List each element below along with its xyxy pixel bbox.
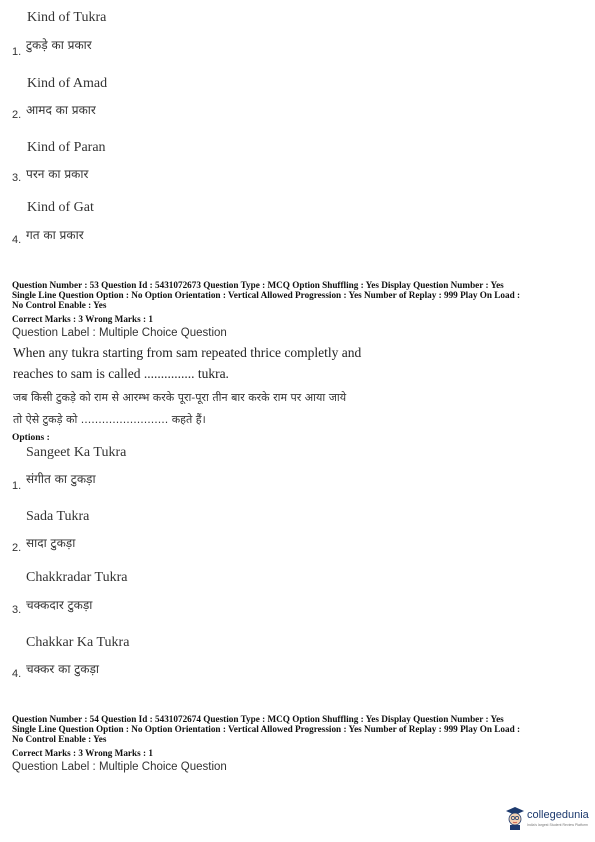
q53-option-2-english: Sada Tukra (26, 509, 90, 524)
prev-option-1-number: 1. (12, 46, 22, 58)
q53-option-3-hindi: चक्कदार टुकड़ा (26, 598, 93, 612)
q53-meta-line-2: Single Line Question Option : No Option Orientation : Vertical Allowed Progression : Yes Number of Replay : 999 Play On Load : (12, 290, 521, 300)
collegedunia-logo (505, 806, 591, 830)
prev-option-2-english: Kind of Amad (27, 76, 108, 91)
logo-tagline: India's largest Student Review Platform (527, 823, 588, 827)
prev-option-3-hindi: परन का प्रकार (26, 167, 89, 181)
q53-option-3-english: Chakkradar Tukra (26, 570, 128, 585)
q54-marks: Correct Marks : 3 Wrong Marks : 1 (12, 748, 153, 758)
q53-question-text-hindi-1: जब किसी टुकड़े को राम से आरम्भ करके पूरा-पूरा तीन बार करके राम पर आया जाये (13, 391, 347, 404)
q53-option-1-english: Sangeet Ka Tukra (26, 445, 127, 460)
q54-meta-line-3: No Control Enable : Yes (12, 734, 107, 744)
q54-question-label: Question Label : Multiple Choice Question (12, 761, 227, 773)
student-mascot-icon (505, 806, 525, 830)
q53-option-1-hindi: संगीत का टुकड़ा (26, 472, 96, 486)
prev-option-2-hindi: आमद का प्रकार (26, 103, 96, 117)
q53-option-1-number: 1. (12, 480, 22, 492)
q53-option-3-number: 3. (12, 604, 22, 616)
q53-option-2-hindi: सादा टुकड़ा (26, 536, 76, 550)
q53-question-label: Question Label : Multiple Choice Question (12, 327, 227, 339)
prev-option-1-english: Kind of Tukra (27, 10, 107, 25)
prev-option-3-english: Kind of Paran (27, 140, 106, 155)
q53-question-text-english-2: reaches to sam is called ............... tukra. (13, 366, 229, 381)
q53-marks: Correct Marks : 3 Wrong Marks : 1 (12, 314, 153, 324)
q53-option-4-number: 4. (12, 668, 22, 680)
q53-question-text-hindi-2: तो ऐसे टुकड़े को ......................... कहते हैं। (13, 413, 206, 426)
q53-option-4-hindi: चक्कर का टुकड़ा (26, 662, 100, 676)
q54-meta-line-2: Single Line Question Option : No Option Orientation : Vertical Allowed Progression : Yes Number of Replay : 999 Play On Load : (12, 724, 521, 734)
prev-option-4-english: Kind of Gat (27, 200, 94, 215)
q54-meta-line-1: Question Number : 54 Question Id : 5431072674 Question Type : MCQ Option Shuffling : Yes Display Question Number : Yes (12, 714, 504, 724)
prev-option-1-hindi: टुकड़े का प्रकार (26, 38, 92, 52)
q53-meta-line-3: No Control Enable : Yes (12, 300, 107, 310)
q53-option-4-english: Chakkar Ka Tukra (26, 635, 130, 650)
q53-options-heading: Options : (12, 433, 50, 443)
prev-option-3-number: 3. (12, 172, 22, 184)
logo-name: collegedunia (527, 809, 589, 821)
prev-option-4-number: 4. (12, 234, 22, 246)
q53-option-2-number: 2. (12, 542, 22, 554)
prev-option-2-number: 2. (12, 109, 22, 121)
prev-option-4-hindi: गत का प्रकार (26, 228, 84, 242)
q53-meta-line-1: Question Number : 53 Question Id : 5431072673 Question Type : MCQ Option Shuffling : Yes Display Question Number : Yes (12, 280, 504, 290)
q53-question-text-english-1: When any tukra starting from sam repeated thrice completly and (13, 345, 362, 360)
